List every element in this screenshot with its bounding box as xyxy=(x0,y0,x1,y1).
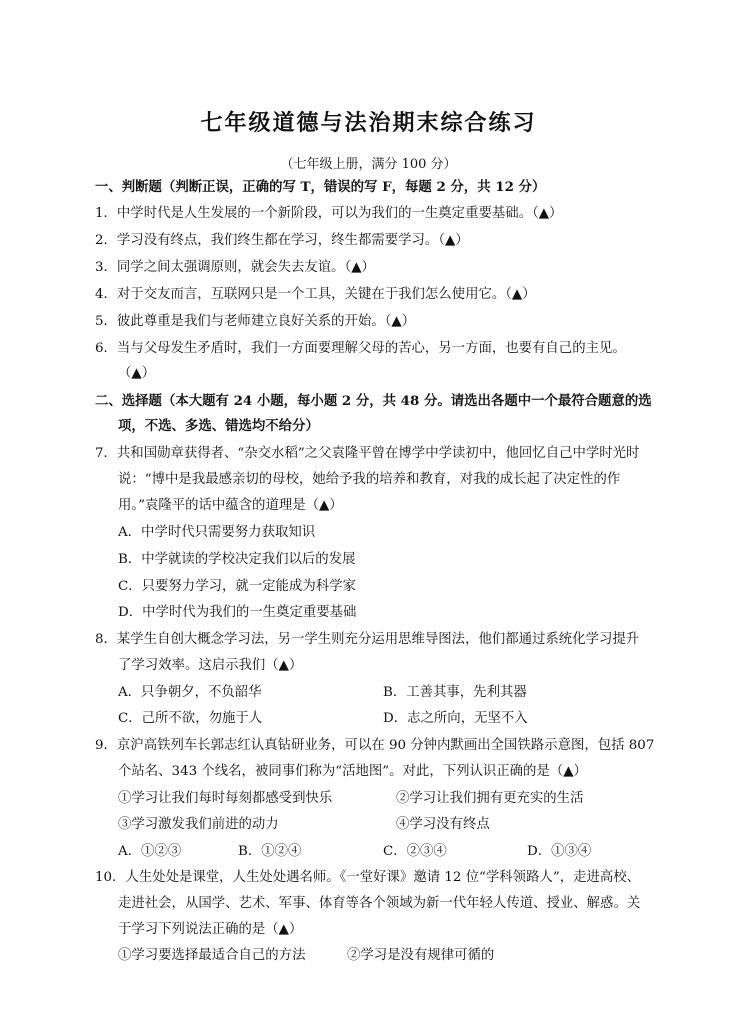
question-6-cont: （▲） xyxy=(118,366,156,381)
question-9-option-b: B．①②④ xyxy=(238,844,302,859)
question-3: 3．同学之间太强调原则，就会失去友谊。（▲） xyxy=(95,260,375,275)
question-7-line2: 说：“博中是我最感亲切的母校，她给予我的培养和教育，对我的成长起了决定性的作 xyxy=(118,472,621,487)
question-2: 2．学习没有终点，我们终生都在学习，终生都需要学习。（▲） xyxy=(95,233,469,248)
question-7-option-d: D．中学时代为我们的一生奠定重要基础 xyxy=(118,605,357,620)
question-10-line1: 10．人生处处是课堂，人生处处遇名师。《一堂好课》邀请 12 位“学科领路人”，走进高校、 xyxy=(95,870,641,885)
question-8-line2: 了学习效率。这启示我们（▲） xyxy=(118,658,303,673)
question-7-option-b: B．中学就读的学校决定我们以后的发展 xyxy=(118,552,356,567)
question-1: 1．中学时代是人生发展的一个新阶段，可以为我们的一生奠定重要基础。（▲） xyxy=(95,206,563,221)
question-8-option-c: C．己所不欲，勿施于人 xyxy=(118,711,263,726)
section2-heading-line1: 二、选择题（本大题有 24 小题，每小题 2 分，共 48 分。请选出各题中一个最符合题意的选 xyxy=(95,393,652,409)
section1-heading: 一、判断题（判断正误，正确的写 T，错误的写 F，每题 2 分，共 12 分） xyxy=(95,179,546,195)
question-7-line1: 7．共和国勋章获得者、“杂交水稻”之父袁隆平曾在博学中学读初中，他回忆自己中学时光时 xyxy=(95,446,640,461)
question-9-line1: 9．京沪高铁列车长郭志红认真钻研业务，可以在 90 分钟内默画出全国铁路示意图，包括 807 xyxy=(95,738,655,753)
question-10-statement-1: ①学习要选择最适合自己的方法 xyxy=(118,948,306,963)
question-7-option-a: A．中学时代只需要努力获取知识 xyxy=(118,525,316,540)
question-8-option-d: D．志之所向，无坚不入 xyxy=(383,711,528,726)
question-10-line3: 于学习下列说法正确的是（▲） xyxy=(118,922,303,937)
question-7-option-c: C．只要努力学习，就一定能成为科学家 xyxy=(118,579,356,594)
question-9-statement-1: ①学习让我们每时每刻都感受到快乐 xyxy=(118,791,333,806)
question-8-line1: 8．某学生自创大概念学习法，另一学生则充分运用思维导图法，他们都通过系统化学习提升 xyxy=(95,632,640,647)
page-title: 七年级道德与法治期末综合练习 xyxy=(200,110,537,136)
question-9-statement-2: ②学习让我们拥有更充实的生活 xyxy=(396,791,584,806)
question-9-line2: 个站名、343 个线名，被同事们称为“活地图”。对此，下列认识正确的是（▲） xyxy=(118,764,587,779)
page-subtitle: （七年级上册，满分 100 分） xyxy=(280,157,457,172)
question-8-option-b: B．工善其事，先利其器 xyxy=(383,685,527,700)
question-9-option-a: A．①②③ xyxy=(118,844,182,859)
question-10-line2: 走进社会，从国学、艺术、军事、体育等各个领域为新一代年轻人传道、授业、解惑。关 xyxy=(118,896,641,911)
question-9-option-c: C．②③④ xyxy=(383,844,447,859)
question-8-option-a: A．只争朝夕，不负韶华 xyxy=(118,685,262,700)
section2-heading-line2: 项，不选、多选、错选均不给分） xyxy=(118,418,319,434)
question-10-statement-2: ②学习是没有规律可循的 xyxy=(347,948,495,963)
question-9-option-d: D．①③④ xyxy=(527,844,592,859)
question-6: 6．当与父母发生矛盾时，我们一方面要理解父母的苦心，另一方面，也要有自己的主见。 xyxy=(95,341,626,356)
question-9-statement-4: ④学习没有终点 xyxy=(396,817,490,832)
question-5: 5．彼此尊重是我们与老师建立良好关系的开始。（▲） xyxy=(95,314,416,329)
question-9-statement-3: ③学习激发我们前进的动力 xyxy=(118,817,279,832)
question-7-line3: 用。”袁隆平的话中蕴含的道理是（▲） xyxy=(118,498,343,513)
question-4: 4．对于交友而言，互联网只是一个工具，关键在于我们怎么使用它。（▲） xyxy=(95,287,536,302)
